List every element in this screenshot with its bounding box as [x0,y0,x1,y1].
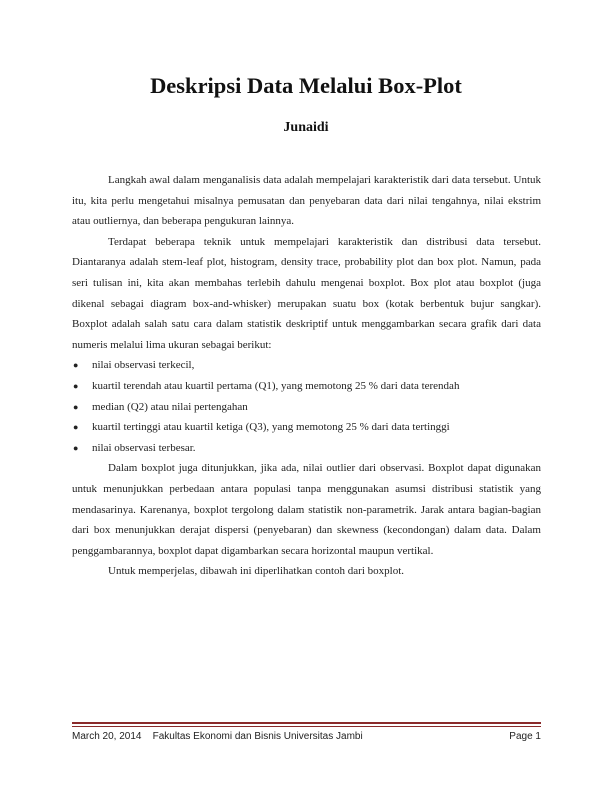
list-item [72,397,541,418]
list-item-text: median (Q2) atau nilai pertengahan [92,400,248,413]
body-paragraph: Langkah awal dalam menganalisis data adalah mempelajari karakteristik dari data tersebut. Untuk itu, kita perlu mengetahui misalnya pemusatan dan penyebaran data dari nilai tengahnya, nilai ekstrim atau outliernya, dan beberapa pengukuran lainnya. [72,174,541,228]
document-body [72,170,541,582]
list-item [72,355,541,376]
bullet-icon: ● [73,380,79,391]
bullet-icon: ● [73,401,79,412]
bullet-list [72,355,541,458]
list-item-text: kuartil terendah atau kuartil pertama (Q1), yang memotong 25 % dari data terendah [92,379,460,392]
document-title: Deskripsi Data Melalui Box-Plot [150,73,462,98]
list-item-text: nilai observasi terbesar. [92,441,196,454]
footer-date-institution: March 20, 2014 Fakultas Ekonomi dan Bisnis Universitas Jambi [72,731,363,742]
page-number: Page 1 [509,731,541,742]
document-author: Junaidi [283,120,329,135]
bullet-icon: ● [73,442,79,453]
list-item [72,417,541,438]
bullet-icon: ● [73,422,79,433]
footer-divider-thin [72,726,541,727]
body-paragraph: Dalam boxplot juga ditunjukkan, jika ada, nilai outlier dari observasi. Boxplot dapat digunakan untuk menunjukkan perbedaan antara populasi tanpa menggunakan asumsi distribusi statistik yang mendasarinya. Karenanya, boxplot tergolong dalam statistik non-parametrik. Jarak antara bagian-bagian dari box menunjukkan derajat dispersi (penyebaran) dan skewness (kecondongan) dalam data. Dalam penggambarannya, boxplot dapat digambarkan secara horizontal maupun vertikal. [72,462,541,557]
bullet-icon: ● [73,360,79,371]
list-item [72,438,541,459]
page-footer [72,731,541,745]
list-item-text: nilai observasi terkecil, [92,359,195,372]
list-item-text: kuartil tertinggi atau kuartil ketiga (Q3), yang memotong 25 % dari data tertinggi [92,421,450,434]
body-paragraph: Untuk memperjelas, dibawah ini diperlihatkan contoh dari boxplot. [108,565,405,578]
footer-divider [72,722,541,724]
list-item [72,376,541,397]
body-paragraph: Terdapat beberapa teknik untuk mempelajari karakteristik dan distribusi data tersebut. Diantaranya adalah stem-leaf plot, histogram, density trace, probability plot dan box plot. Namun, pada seri tulisan ini, kita akan membahas terlebih dahulu mengenai boxplot. Box plot atau boxplot (juga dikenal sebagai diagram box-and-whisker) merupakan suatu box (kotak berbentuk bujur sangkar). Boxplot adalah salah satu cara dalam statistik deskriptif untuk menggambarkan secara grafik dari data numeris melalui lima ukuran sebagai berikut: [72,235,541,351]
